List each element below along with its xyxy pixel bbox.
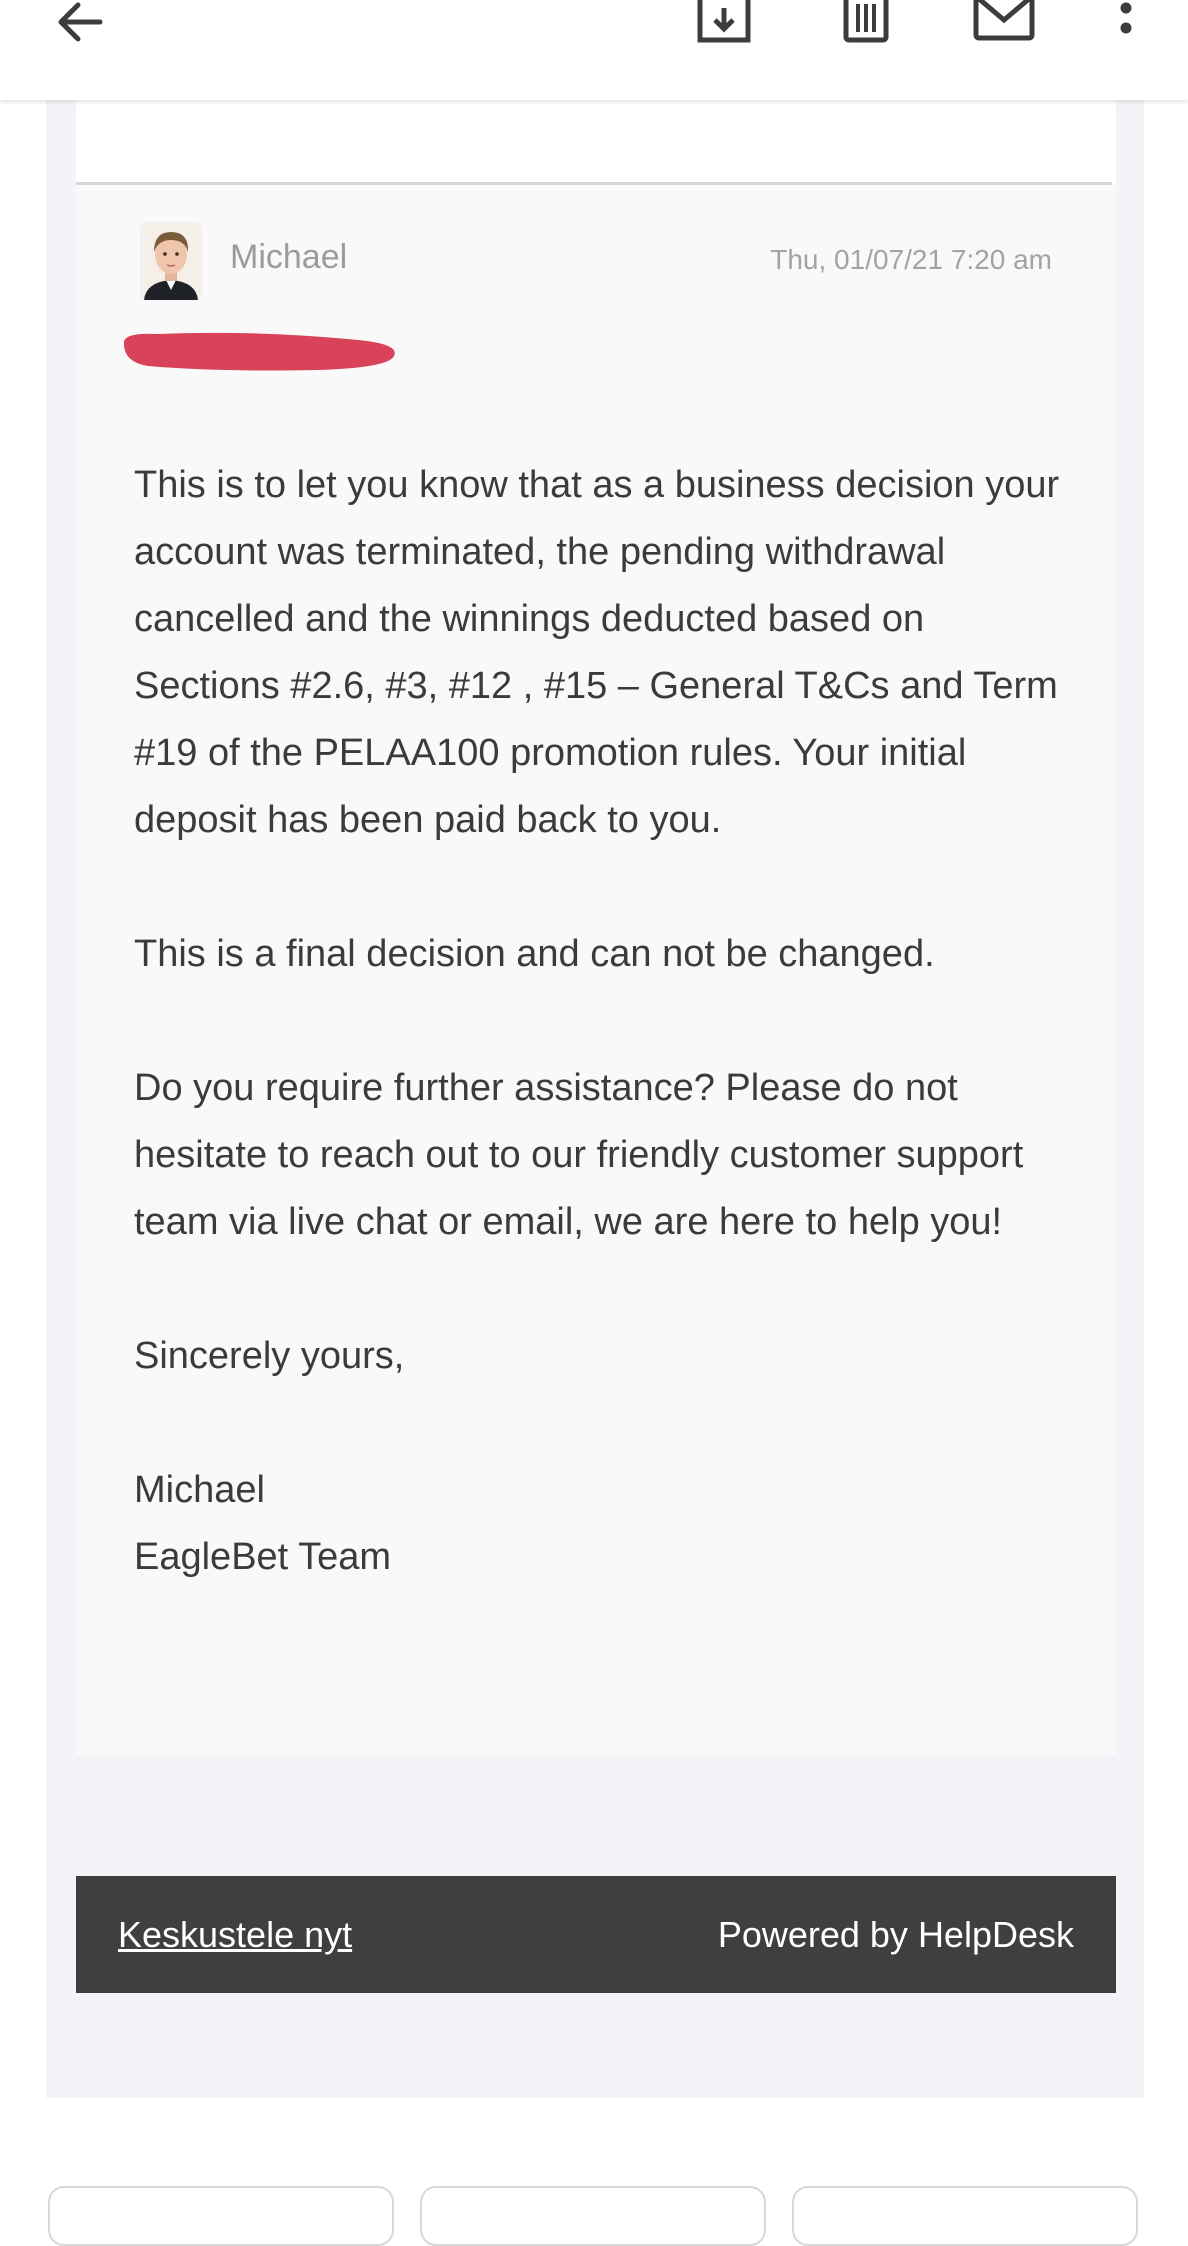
- helpdesk-footer: [76, 1876, 1116, 1993]
- chat-now-link[interactable]: Keskustele nyt: [118, 1914, 353, 1955]
- message-paragraph-3: Do you require further assistance? Please do not hesitate to reach out to our friendly customer support team via live chat or email, we are here to help you!: [134, 1067, 1024, 1243]
- message-body: [134, 452, 1074, 1591]
- message-closing: Sincerely yours,: [134, 1335, 405, 1377]
- reply-chip[interactable]: [48, 2186, 394, 2246]
- message-paragraph-2: This is a final decision and can not be changed.: [134, 933, 935, 975]
- sender-name: Michael: [230, 238, 348, 276]
- signature-name: Michael: [134, 1469, 265, 1511]
- signature-team: EagleBet Team: [134, 1536, 392, 1578]
- back-arrow-icon[interactable]: [50, 0, 110, 52]
- top-toolbar: [0, 0, 1188, 100]
- redaction-mark: [118, 322, 400, 378]
- mark-unread-icon[interactable]: [972, 0, 1036, 44]
- delete-icon[interactable]: [838, 0, 894, 46]
- powered-by-text: Powered by HelpDesk: [717, 1914, 1074, 1955]
- avatar: [140, 222, 202, 300]
- forward-chip[interactable]: [792, 2186, 1138, 2246]
- reply-all-chip[interactable]: [420, 2186, 766, 2246]
- archive-icon[interactable]: [696, 0, 752, 46]
- message-timestamp: Thu, 01/07/21 7:20 am: [770, 244, 1052, 275]
- more-options-icon[interactable]: [1108, 0, 1144, 52]
- message-paragraph-1: This is to let you know that as a business decision your account was terminated, the pending withdrawal cancelled and the winnings deducted based on Sections #2.6, #3, #12 , #15 – General T&Cs and Term #19 of the PELAA100 promotion rules. Your initial deposit has been paid back to you.: [134, 464, 1060, 841]
